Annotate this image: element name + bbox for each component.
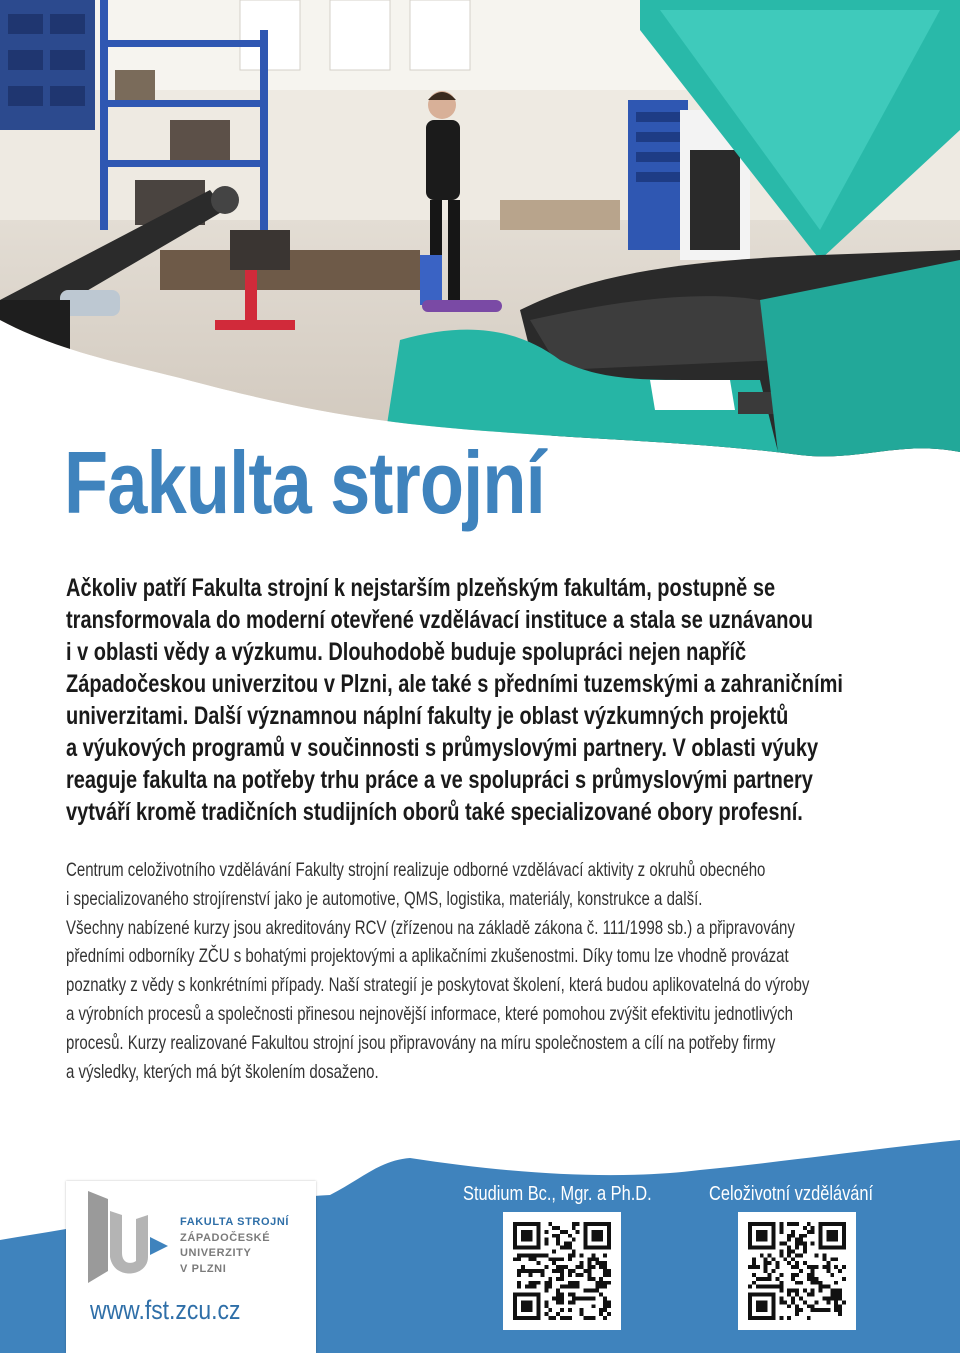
lead-line: Ačkoliv patří Fakulta strojní k nejstarším plzeňským fakultám, postupně se [66, 574, 776, 602]
zcu-logo-icon [88, 1191, 174, 1283]
logo-line: ZÁPADOČESKÉ [180, 1231, 271, 1244]
lead-line: Západočeskou univerzitou v Plzni, ale také s předními tuzemskými a zahraničními [66, 670, 843, 698]
body-line: a výrobních procesů a společnosti přinesou nejnovější informace, které pomohou zvýšit efektivitu jednotlivých [66, 1002, 793, 1025]
body-line: i specializovaného strojírenství jako je automotive, QMS, logistika, materiály, konstrukce a další. [66, 887, 703, 910]
logo-text [180, 1215, 289, 1277]
body-line: a výsledky, kterých má být školením dosaženo. [66, 1060, 379, 1083]
website-link[interactable]: www.fst.zcu.cz [90, 1295, 241, 1325]
lead-line: reaguje fakulta na potřeby trhu práce a ve spolupráci s průmyslovými partnery [66, 766, 813, 794]
qr-label-studium: Studium Bc., Mgr. a Ph.D. [463, 1183, 652, 1205]
body-paragraph [66, 856, 882, 1086]
lead-line: vytváří kromě tradičních studijních oborů také specializované obory profesní. [66, 798, 803, 826]
qr-code-icon [748, 1222, 846, 1320]
body-line: poznatky z vědy s konkrétními případy. Naší strategií je poskytovat školení, která budou aplikovatelná do výroby [66, 974, 810, 997]
body-line: předními odborníky ZČU s bohatými projektovými a aplikačními zkušenostmi. Díky tomu lze vhodně provázat [66, 945, 789, 968]
body-line: Všechny nabízené kurzy jsou akreditovány RCV (zřízenou na základě zákona č. 111/1998 sb.) a připravovány [66, 916, 795, 939]
lead-line: a výukových programů v součinnosti s průmyslovými partnery. V oblasti výuky [66, 734, 819, 762]
qr-code-icon [513, 1222, 611, 1320]
lead-paragraph [66, 572, 882, 828]
page-title: Fakulta strojní [64, 433, 545, 532]
body-line: procesů. Kurzy realizované Fakultou strojní jsou připravovány na míru společnostem a cílí na potřeby firmy [66, 1031, 776, 1054]
qr-code-studium[interactable] [503, 1212, 621, 1330]
logo-line: V PLZNI [180, 1262, 227, 1275]
lead-line: transformovala do moderní otevřené vzdělávací instituce a stala se uznávanou [66, 606, 813, 634]
logo-line: UNIVERZITY [180, 1247, 252, 1259]
lead-line: univerzitami. Další významnou náplní fakulty je oblast výzkumných projektů [66, 702, 789, 730]
qr-label-celozivotni: Celoživotní vzdělávání [709, 1183, 874, 1205]
hero-workshop-photo [0, 0, 960, 470]
body-line: Centrum celoživotního vzdělávání Fakulty strojní realizuje odborné vzdělávací aktivity z okruhů obecného [66, 859, 766, 881]
qr-code-celozivotni[interactable] [738, 1212, 856, 1330]
lead-line: i v oblasti vědy a výzkumu. Dlouhodobě buduje spolupráci nejen napříč [66, 638, 747, 666]
logo-line-faculty: FAKULTA STROJNÍ [180, 1216, 290, 1228]
faculty-logo-card [66, 1181, 316, 1353]
